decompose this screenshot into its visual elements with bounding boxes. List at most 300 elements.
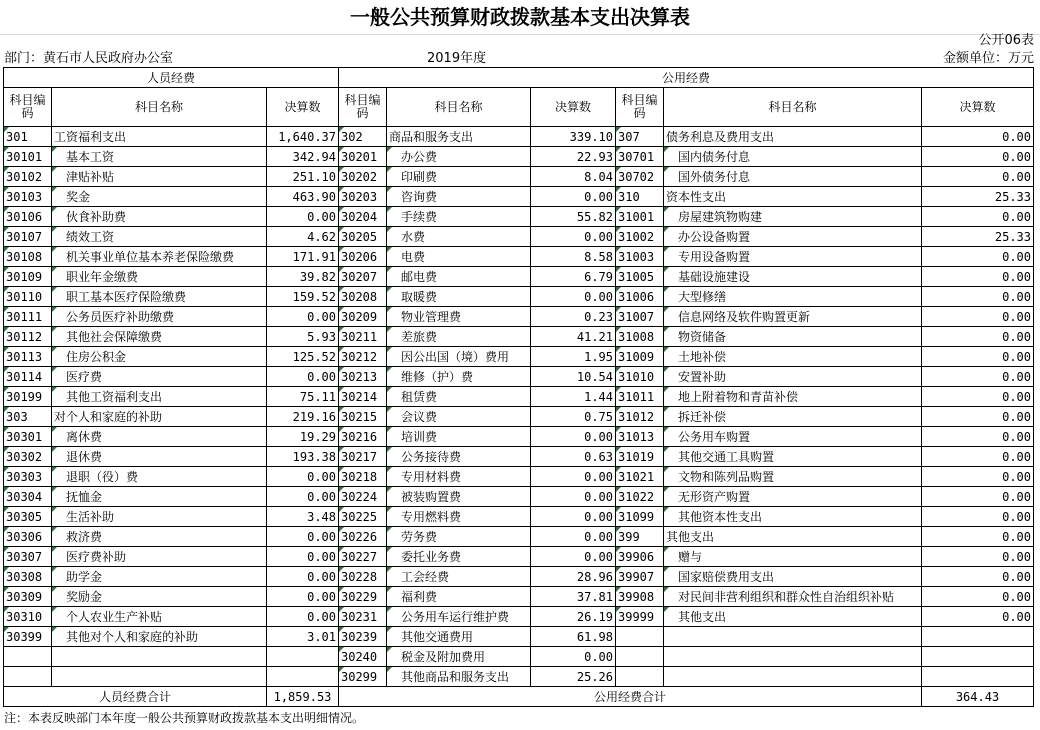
cell-amount[interactable]: 463.90: [267, 187, 339, 207]
cell-code[interactable]: 30103: [4, 187, 52, 207]
cell-amount[interactable]: 0.00: [267, 487, 339, 507]
cell-name[interactable]: [664, 647, 922, 667]
cell-name[interactable]: 医疗费: [52, 367, 267, 387]
cell-name[interactable]: 税金及附加费用: [387, 647, 531, 667]
cell-name[interactable]: 会议费: [387, 407, 531, 427]
cell-name[interactable]: 津贴补贴: [52, 167, 267, 187]
cell-code[interactable]: 30239: [339, 627, 387, 647]
cell-code[interactable]: 30240: [339, 647, 387, 667]
cell-amount[interactable]: 0.00: [922, 487, 1034, 507]
cell-amount[interactable]: 0.00: [267, 467, 339, 487]
col-header-name: 科目名称: [387, 88, 531, 127]
cell-code[interactable]: 30205: [339, 227, 387, 247]
cell-name[interactable]: 印刷费: [387, 167, 531, 187]
cell-name[interactable]: 离休费: [52, 427, 267, 447]
cell-code[interactable]: 30208: [339, 287, 387, 307]
cell-amount[interactable]: [922, 647, 1034, 667]
cell-code[interactable]: 30307: [4, 547, 52, 567]
cell-code[interactable]: 30217: [339, 447, 387, 467]
personnel-total-value[interactable]: 1,859.53: [267, 687, 339, 707]
cell-code[interactable]: [616, 667, 664, 687]
cell-name[interactable]: 住房公积金: [52, 347, 267, 367]
cell-amount[interactable]: [267, 647, 339, 667]
cell-name[interactable]: 其他商品和服务支出: [387, 667, 531, 687]
cell-amount[interactable]: 41.21: [531, 327, 616, 347]
cell-name[interactable]: 抚恤金: [52, 487, 267, 507]
cell-amount[interactable]: 0.00: [922, 287, 1034, 307]
cell-code[interactable]: 30102: [4, 167, 52, 187]
cell-amount[interactable]: 0.63: [531, 447, 616, 467]
cell-name[interactable]: 基本工资: [52, 147, 267, 167]
cell-amount[interactable]: 0.00: [922, 567, 1034, 587]
cell-amount[interactable]: 251.10: [267, 167, 339, 187]
cell-amount[interactable]: 10.54: [531, 367, 616, 387]
cell-name[interactable]: 基础设施建设: [664, 267, 922, 287]
col-header-name: 科目名称: [52, 88, 267, 127]
col-header-name: 科目名称: [664, 88, 922, 127]
cell-code[interactable]: 30701: [616, 147, 664, 167]
cell-name[interactable]: 绩效工资: [52, 227, 267, 247]
col-header-code: 科目编码: [616, 88, 664, 127]
cell-name[interactable]: 医疗费补助: [52, 547, 267, 567]
cell-name[interactable]: 其他支出: [664, 607, 922, 627]
cell-name[interactable]: 专用燃料费: [387, 507, 531, 527]
cell-code[interactable]: 30112: [4, 327, 52, 347]
cell-code[interactable]: 30224: [339, 487, 387, 507]
cell-name[interactable]: 培训费: [387, 427, 531, 447]
cell-code[interactable]: 30702: [616, 167, 664, 187]
cell-code[interactable]: 30213: [339, 367, 387, 387]
cell-code[interactable]: 30310: [4, 607, 52, 627]
cell-code[interactable]: 31002: [616, 227, 664, 247]
cell-code[interactable]: 30308: [4, 567, 52, 587]
table-row: [4, 387, 1034, 407]
cell-amount[interactable]: 4.62: [267, 227, 339, 247]
table-row: [4, 567, 1034, 587]
cell-code[interactable]: 31013: [616, 427, 664, 447]
cell-code[interactable]: 31008: [616, 327, 664, 347]
cell-name[interactable]: 电费: [387, 247, 531, 267]
table-row: [4, 327, 1034, 347]
cell-name[interactable]: 退职（役）费: [52, 467, 267, 487]
cell-amount[interactable]: 0.00: [922, 347, 1034, 367]
table-row: [4, 227, 1034, 247]
table-row: [4, 607, 1034, 627]
cell-amount[interactable]: [922, 627, 1034, 647]
cell-name[interactable]: 奖励金: [52, 587, 267, 607]
cell-name[interactable]: 退休费: [52, 447, 267, 467]
cell-amount[interactable]: [267, 667, 339, 687]
cell-code[interactable]: 31010: [616, 367, 664, 387]
cell-code[interactable]: 31011: [616, 387, 664, 407]
cell-amount[interactable]: 0.00: [267, 567, 339, 587]
cell-name[interactable]: 其他社会保障缴费: [52, 327, 267, 347]
cell-code[interactable]: 30212: [339, 347, 387, 367]
cell-amount[interactable]: 0.00: [922, 267, 1034, 287]
cell-code[interactable]: 31012: [616, 407, 664, 427]
table-row: [4, 367, 1034, 387]
cell-code[interactable]: 31003: [616, 247, 664, 267]
cell-amount[interactable]: 0.00: [531, 287, 616, 307]
cell-name[interactable]: 伙食补助费: [52, 207, 267, 227]
cell-code[interactable]: 30109: [4, 267, 52, 287]
cell-name[interactable]: 公务员医疗补助缴费: [52, 307, 267, 327]
cell-name[interactable]: 邮电费: [387, 267, 531, 287]
cell-code[interactable]: 30199: [4, 387, 52, 407]
cell-code[interactable]: 30108: [4, 247, 52, 267]
cell-amount[interactable]: 1.95: [531, 347, 616, 367]
cell-code[interactable]: 30226: [339, 527, 387, 547]
cell-name[interactable]: 文物和陈列品购置: [664, 467, 922, 487]
cell-code[interactable]: 39999: [616, 607, 664, 627]
table-row: [4, 467, 1034, 487]
cell-amount[interactable]: 0.00: [531, 507, 616, 527]
cell-name[interactable]: 其他对个人和家庭的补助: [52, 627, 267, 647]
cell-amount[interactable]: [922, 667, 1034, 687]
cell-name[interactable]: 安置补助: [664, 367, 922, 387]
cell-code[interactable]: 307: [616, 127, 664, 147]
cell-amount[interactable]: 0.00: [922, 327, 1034, 347]
cell-amount[interactable]: 0.00: [531, 227, 616, 247]
cell-amount[interactable]: 61.98: [531, 627, 616, 647]
cell-amount[interactable]: 39.82: [267, 267, 339, 287]
cell-name[interactable]: 对民间非营利组织和群众性自治组织补贴: [664, 587, 922, 607]
cell-amount[interactable]: 0.00: [531, 467, 616, 487]
cell-amount[interactable]: 0.00: [531, 547, 616, 567]
cell-code[interactable]: 30203: [339, 187, 387, 207]
cell-name[interactable]: 福利费: [387, 587, 531, 607]
cell-code[interactable]: 310: [616, 187, 664, 207]
cell-name[interactable]: 奖金: [52, 187, 267, 207]
cell-amount[interactable]: 0.00: [922, 547, 1034, 567]
cell-amount[interactable]: 0.00: [267, 367, 339, 387]
cell-code[interactable]: 30202: [339, 167, 387, 187]
cell-name[interactable]: 无形资产购置: [664, 487, 922, 507]
cell-code[interactable]: [616, 647, 664, 667]
cell-code[interactable]: 31005: [616, 267, 664, 287]
table-row: [4, 547, 1034, 567]
expenditure-table: [3, 67, 1034, 707]
cell-code[interactable]: 30214: [339, 387, 387, 407]
cell-code[interactable]: 30101: [4, 147, 52, 167]
cell-code[interactable]: 399: [616, 527, 664, 547]
cell-code[interactable]: 31099: [616, 507, 664, 527]
cell-name[interactable]: 公务用车购置: [664, 427, 922, 447]
cell-name[interactable]: 委托业务费: [387, 547, 531, 567]
cell-name[interactable]: 对个人和家庭的补助: [52, 407, 267, 427]
cell-amount[interactable]: 22.93: [531, 147, 616, 167]
cell-code[interactable]: 30114: [4, 367, 52, 387]
cell-amount[interactable]: 159.52: [267, 287, 339, 307]
cell-name[interactable]: 职工基本医疗保险缴费: [52, 287, 267, 307]
table-row: [4, 447, 1034, 467]
table-row: [4, 407, 1034, 427]
cell-name[interactable]: 国外债务付息: [664, 167, 922, 187]
year-label: 2019年度: [427, 51, 487, 66]
cell-code[interactable]: 30209: [339, 307, 387, 327]
cell-code[interactable]: 30303: [4, 467, 52, 487]
cell-amount[interactable]: 19.29: [267, 427, 339, 447]
cell-name[interactable]: 专用设备购置: [664, 247, 922, 267]
cell-name[interactable]: 房屋建筑物购建: [664, 207, 922, 227]
cell-name[interactable]: 国家赔偿费用支出: [664, 567, 922, 587]
cell-amount[interactable]: 0.00: [531, 187, 616, 207]
cell-code[interactable]: [4, 667, 52, 687]
table-row: [4, 347, 1034, 367]
cell-amount[interactable]: 0.00: [267, 307, 339, 327]
cell-code[interactable]: 31021: [616, 467, 664, 487]
cell-name[interactable]: 大型修缮: [664, 287, 922, 307]
table-row: [4, 667, 1034, 687]
cell-amount[interactable]: 25.26: [531, 667, 616, 687]
cell-code[interactable]: 31001: [616, 207, 664, 227]
public-total-label[interactable]: 公用经费合计: [339, 687, 922, 707]
cell-name[interactable]: 专用材料费: [387, 467, 531, 487]
cell-amount[interactable]: 0.23: [531, 307, 616, 327]
cell-name[interactable]: 办公费: [387, 147, 531, 167]
cell-amount[interactable]: 0.00: [922, 247, 1034, 267]
table-row: [4, 527, 1034, 547]
cell-amount[interactable]: 0.00: [922, 507, 1034, 527]
footnote: 注：本表反映部门本年度一般公共预算财政拨款基本支出明细情况。: [4, 711, 365, 725]
cell-code[interactable]: 30302: [4, 447, 52, 467]
section-personnel: 人员经费: [4, 68, 339, 88]
cell-name[interactable]: 其他资本性支出: [664, 507, 922, 527]
cell-amount[interactable]: 339.10: [531, 127, 616, 147]
cell-name[interactable]: 公务接待费: [387, 447, 531, 467]
cell-name[interactable]: 咨询费: [387, 187, 531, 207]
cell-code[interactable]: 39906: [616, 547, 664, 567]
table-row: [4, 647, 1034, 667]
cell-code[interactable]: 301: [4, 127, 52, 147]
cell-amount[interactable]: 193.38: [267, 447, 339, 467]
cell-code[interactable]: 30231: [339, 607, 387, 627]
cell-amount[interactable]: 0.00: [922, 167, 1034, 187]
table-row: [4, 507, 1034, 527]
cell-code[interactable]: 30309: [4, 587, 52, 607]
table-row: [4, 247, 1034, 267]
cell-code[interactable]: 30215: [339, 407, 387, 427]
cell-amount[interactable]: 0.00: [267, 587, 339, 607]
cell-amount[interactable]: 219.16: [267, 407, 339, 427]
cell-name[interactable]: 债务利息及费用支出: [664, 127, 922, 147]
cell-name[interactable]: 差旅费: [387, 327, 531, 347]
cell-amount[interactable]: 3.01: [267, 627, 339, 647]
cell-amount[interactable]: 171.91: [267, 247, 339, 267]
cell-code[interactable]: 30305: [4, 507, 52, 527]
cell-code[interactable]: 30204: [339, 207, 387, 227]
cell-code[interactable]: 30201: [339, 147, 387, 167]
cell-amount[interactable]: 0.75: [531, 407, 616, 427]
cell-name[interactable]: 办公设备购置: [664, 227, 922, 247]
cell-name[interactable]: 生活补助: [52, 507, 267, 527]
cell-name[interactable]: 水费: [387, 227, 531, 247]
col-header-amount: 决算数: [531, 88, 616, 127]
department-label: 部门：黄石市人民政府办公室: [4, 51, 174, 66]
cell-amount[interactable]: 342.94: [267, 147, 339, 167]
cell-amount[interactable]: 8.58: [531, 247, 616, 267]
public-total-value[interactable]: 364.43: [922, 687, 1034, 707]
cell-code[interactable]: 30229: [339, 587, 387, 607]
cell-code[interactable]: 30228: [339, 567, 387, 587]
personnel-total-label[interactable]: 人员经费合计: [4, 687, 267, 707]
cell-amount[interactable]: 0.00: [922, 387, 1034, 407]
cell-name[interactable]: 工资福利支出: [52, 127, 267, 147]
cell-name[interactable]: 工会经费: [387, 567, 531, 587]
cell-code[interactable]: 31019: [616, 447, 664, 467]
col-header-amount: 决算数: [922, 88, 1034, 127]
cell-name[interactable]: 被装购置费: [387, 487, 531, 507]
cell-name[interactable]: 职业年金缴费: [52, 267, 267, 287]
cell-code[interactable]: 302: [339, 127, 387, 147]
cell-amount[interactable]: 0.00: [531, 647, 616, 667]
cell-code[interactable]: 39908: [616, 587, 664, 607]
cell-name[interactable]: 手续费: [387, 207, 531, 227]
cell-amount[interactable]: 1,640.37: [267, 127, 339, 147]
cell-code[interactable]: 30107: [4, 227, 52, 247]
cell-code[interactable]: 31006: [616, 287, 664, 307]
cell-amount[interactable]: 0.00: [922, 147, 1034, 167]
table-row: [4, 267, 1034, 287]
cell-code[interactable]: 31009: [616, 347, 664, 367]
cell-amount[interactable]: 125.52: [267, 347, 339, 367]
cell-amount[interactable]: 26.19: [531, 607, 616, 627]
cell-name[interactable]: 信息网络及软件购置更新: [664, 307, 922, 327]
table-row: [4, 487, 1034, 507]
cell-code[interactable]: 30301: [4, 427, 52, 447]
cell-name[interactable]: 劳务费: [387, 527, 531, 547]
cell-code[interactable]: 30225: [339, 507, 387, 527]
cell-amount[interactable]: 25.33: [922, 227, 1034, 247]
cell-amount[interactable]: 0.00: [922, 407, 1034, 427]
cell-amount[interactable]: 0.00: [267, 207, 339, 227]
cell-name[interactable]: 地上附着物和青苗补偿: [664, 387, 922, 407]
cell-name[interactable]: 机关事业单位基本养老保险缴费: [52, 247, 267, 267]
cell-amount[interactable]: 28.96: [531, 567, 616, 587]
cell-amount[interactable]: 75.11: [267, 387, 339, 407]
section-public: 公用经费: [339, 68, 1034, 88]
cell-amount[interactable]: 0.00: [922, 447, 1034, 467]
cell-name[interactable]: 取暖费: [387, 287, 531, 307]
cell-name[interactable]: [52, 647, 267, 667]
cell-amount[interactable]: 0.00: [922, 307, 1034, 327]
cell-name[interactable]: 因公出国（境）费用: [387, 347, 531, 367]
cell-code[interactable]: 31007: [616, 307, 664, 327]
page-title: 一般公共预算财政拨款基本支出决算表: [0, 0, 1040, 35]
cell-amount[interactable]: 1.44: [531, 387, 616, 407]
cell-amount[interactable]: 0.00: [531, 427, 616, 447]
cell-code[interactable]: 30106: [4, 207, 52, 227]
cell-amount[interactable]: 0.00: [922, 207, 1034, 227]
cell-amount[interactable]: 0.00: [531, 527, 616, 547]
table-row: [4, 127, 1034, 147]
cell-name[interactable]: 公务用车运行维护费: [387, 607, 531, 627]
cell-amount[interactable]: 37.81: [531, 587, 616, 607]
col-header-amount: 决算数: [267, 88, 339, 127]
unit-label: 金额单位：万元: [942, 51, 1034, 66]
cell-name[interactable]: 商品和服务支出: [387, 127, 531, 147]
cell-name[interactable]: 助学金: [52, 567, 267, 587]
table-row: [4, 207, 1034, 227]
cell-name[interactable]: 资本性支出: [664, 187, 922, 207]
cell-code[interactable]: 303: [4, 407, 52, 427]
cell-code[interactable]: 30113: [4, 347, 52, 367]
cell-code[interactable]: 31022: [616, 487, 664, 507]
cell-code[interactable]: 30111: [4, 307, 52, 327]
cell-amount[interactable]: 25.33: [922, 187, 1034, 207]
cell-name[interactable]: [52, 667, 267, 687]
table-row: [4, 167, 1034, 187]
cell-amount[interactable]: 0.00: [267, 547, 339, 567]
cell-name[interactable]: 其他工资福利支出: [52, 387, 267, 407]
cell-code[interactable]: 30206: [339, 247, 387, 267]
cell-amount[interactable]: 0.00: [922, 467, 1034, 487]
cell-code[interactable]: 30227: [339, 547, 387, 567]
cell-code[interactable]: [4, 647, 52, 667]
cell-amount[interactable]: 3.48: [267, 507, 339, 527]
cell-name[interactable]: [664, 667, 922, 687]
cell-amount[interactable]: 0.00: [267, 607, 339, 627]
cell-name[interactable]: 救济费: [52, 527, 267, 547]
cell-amount[interactable]: 55.82: [531, 207, 616, 227]
cell-code[interactable]: 30216: [339, 427, 387, 447]
cell-name[interactable]: 拆迁补偿: [664, 407, 922, 427]
table-row: [4, 147, 1034, 167]
cell-amount[interactable]: 8.04: [531, 167, 616, 187]
cell-name[interactable]: 物资储备: [664, 327, 922, 347]
cell-code[interactable]: 30218: [339, 467, 387, 487]
cell-amount[interactable]: 5.93: [267, 327, 339, 347]
cell-amount[interactable]: 0.00: [922, 367, 1034, 387]
cell-code[interactable]: 30299: [339, 667, 387, 687]
cell-code[interactable]: 30304: [4, 487, 52, 507]
table-number: 公开06表: [978, 33, 1034, 48]
cell-name[interactable]: 其他支出: [664, 527, 922, 547]
cell-code[interactable]: 30207: [339, 267, 387, 287]
cell-name[interactable]: 其他交通工具购置: [664, 447, 922, 467]
cell-code[interactable]: 30306: [4, 527, 52, 547]
table-row: [4, 587, 1034, 607]
cell-name[interactable]: 个人农业生产补贴: [52, 607, 267, 627]
cell-name[interactable]: 物业管理费: [387, 307, 531, 327]
cell-name[interactable]: [664, 627, 922, 647]
cell-name[interactable]: 维修（护）费: [387, 367, 531, 387]
cell-name[interactable]: 其他交通费用: [387, 627, 531, 647]
cell-name[interactable]: 国内债务付息: [664, 147, 922, 167]
cell-amount[interactable]: 0.00: [922, 127, 1034, 147]
cell-code[interactable]: 30110: [4, 287, 52, 307]
table-row: [4, 427, 1034, 447]
cell-name[interactable]: 租赁费: [387, 387, 531, 407]
cell-name[interactable]: 土地补偿: [664, 347, 922, 367]
cell-amount[interactable]: 0.00: [922, 527, 1034, 547]
cell-code[interactable]: [616, 627, 664, 647]
cell-amount[interactable]: 0.00: [531, 487, 616, 507]
cell-code[interactable]: 39907: [616, 567, 664, 587]
cell-amount[interactable]: 0.00: [922, 587, 1034, 607]
cell-name[interactable]: 赠与: [664, 547, 922, 567]
table-row: [4, 187, 1034, 207]
table-row: [4, 287, 1034, 307]
cell-amount[interactable]: 0.00: [922, 427, 1034, 447]
cell-amount[interactable]: 6.79: [531, 267, 616, 287]
cell-code[interactable]: 30211: [339, 327, 387, 347]
col-header-code: 科目编码: [339, 88, 387, 127]
cell-amount[interactable]: 0.00: [267, 527, 339, 547]
cell-code[interactable]: 30399: [4, 627, 52, 647]
cell-amount[interactable]: 0.00: [922, 607, 1034, 627]
totals-row: [4, 687, 1034, 707]
